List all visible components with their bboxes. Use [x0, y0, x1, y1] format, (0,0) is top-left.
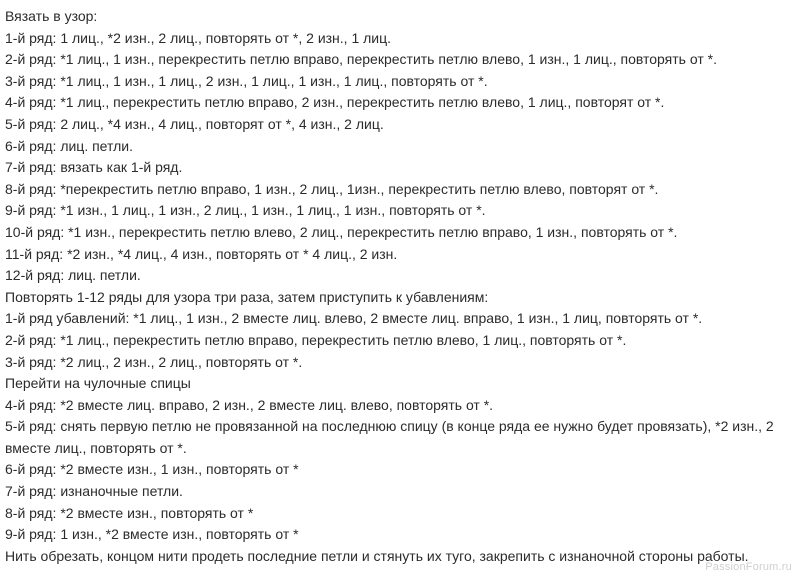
row-12: 12-й ряд: лиц. петли.: [5, 267, 141, 284]
instructions-text: [5, 6, 795, 567]
decrease-row-2: 2-й ряд: *1 лиц., перекрестить петлю вправо, перекрестить петлю влево, 1 лиц., повторять от *.: [5, 331, 627, 348]
decrease-row-1: 1-й ряд убавлений: *1 лиц., 1 изн., 2 вместе лиц. влево, 2 вместе лиц. вправо, 1 изн., 1 лиц, повторять от *.: [5, 310, 703, 327]
decrease-row-8: 8-й ряд: *2 вместе изн., повторять от *: [5, 504, 254, 521]
decrease-row-9: 9-й ряд: 1 изн., *2 вместе изн., повторять от *: [5, 526, 299, 543]
finishing-instruction: Нить обрезать, концом нити продеть последние петли и стянуть их туго, закрепить с изнаночной стороны работы.: [5, 547, 749, 564]
row-4: 4-й ряд: *1 лиц., перекрестить петлю вправо, 2 изн., перекрестить петлю влево, 1 лиц., повторят от *.: [5, 94, 665, 111]
row-9: 9-й ряд: *1 изн., 1 лиц., 1 изн., 2 лиц., 1 изн., 1 лиц., 1 изн., повторять от *.: [5, 202, 486, 219]
switch-needles-note: Перейти на чулочные спицы: [5, 375, 191, 392]
row-11: 11-й ряд: *2 изн., *4 лиц., 4 изн., повторять от * 4 лиц., 2 изн.: [5, 245, 398, 262]
repeat-instruction: Повторять 1-12 ряды для узора три раза, затем приступить к убавлениям:: [5, 288, 489, 305]
watermark: PassionForum.ru: [705, 561, 792, 573]
row-5: 5-й ряд: 2 лиц., *4 изн., 4 лиц., повторят от *, 4 изн., 2 лиц.: [5, 115, 384, 132]
row-2: 2-й ряд: *1 лиц., 1 изн., перекрестить петлю вправо, перекрестить петлю влево, 1 изн., 1 лиц., повторять от *.: [5, 51, 717, 68]
heading-pattern: Вязать в узор:: [5, 8, 98, 24]
decrease-row-6: 6-й ряд: *2 вместе изн., 1 изн., повторять от *: [5, 461, 299, 478]
decrease-row-7: 7-й ряд: изнаночные петли.: [5, 483, 183, 500]
decrease-row-4: 4-й ряд: *2 вместе лиц. вправо, 2 изн., 2 вместе лиц. влево, повторять от *.: [5, 396, 494, 413]
decrease-row-3: 3-й ряд: *2 лиц., 2 изн., 2 лиц., повторять от *.: [5, 353, 303, 370]
decrease-row-5: 5-й ряд: снять первую петлю не провязанной на последнюю спицу (в конце ряда ее нужно будет провязать), *2 изн., 2 вместе лиц., повторять от *.: [5, 418, 774, 456]
row-6: 6-й ряд: лиц. петли.: [5, 137, 133, 154]
row-8: 8-й ряд: *перекрестить петлю вправо, 1 изн., 2 лиц., 1изн., перекрестить петлю влево, повторят от *.: [5, 180, 659, 197]
row-1: 1-й ряд: 1 лиц., *2 изн., 2 лиц., повторять от *, 2 изн., 1 лиц.: [5, 29, 392, 46]
row-3: 3-й ряд: *1 лиц., 1 изн., 1 лиц., 2 изн., 1 лиц., 1 изн., 1 лиц., повторять от *.: [5, 72, 488, 89]
row-10: 10-й ряд: *1 изн., перекрестить петлю влево, 2 лиц., перекрестить петлю вправо, 1 изн., повторять от *.: [5, 223, 678, 240]
row-7: 7-й ряд: вязать как 1-й ряд.: [5, 159, 183, 176]
